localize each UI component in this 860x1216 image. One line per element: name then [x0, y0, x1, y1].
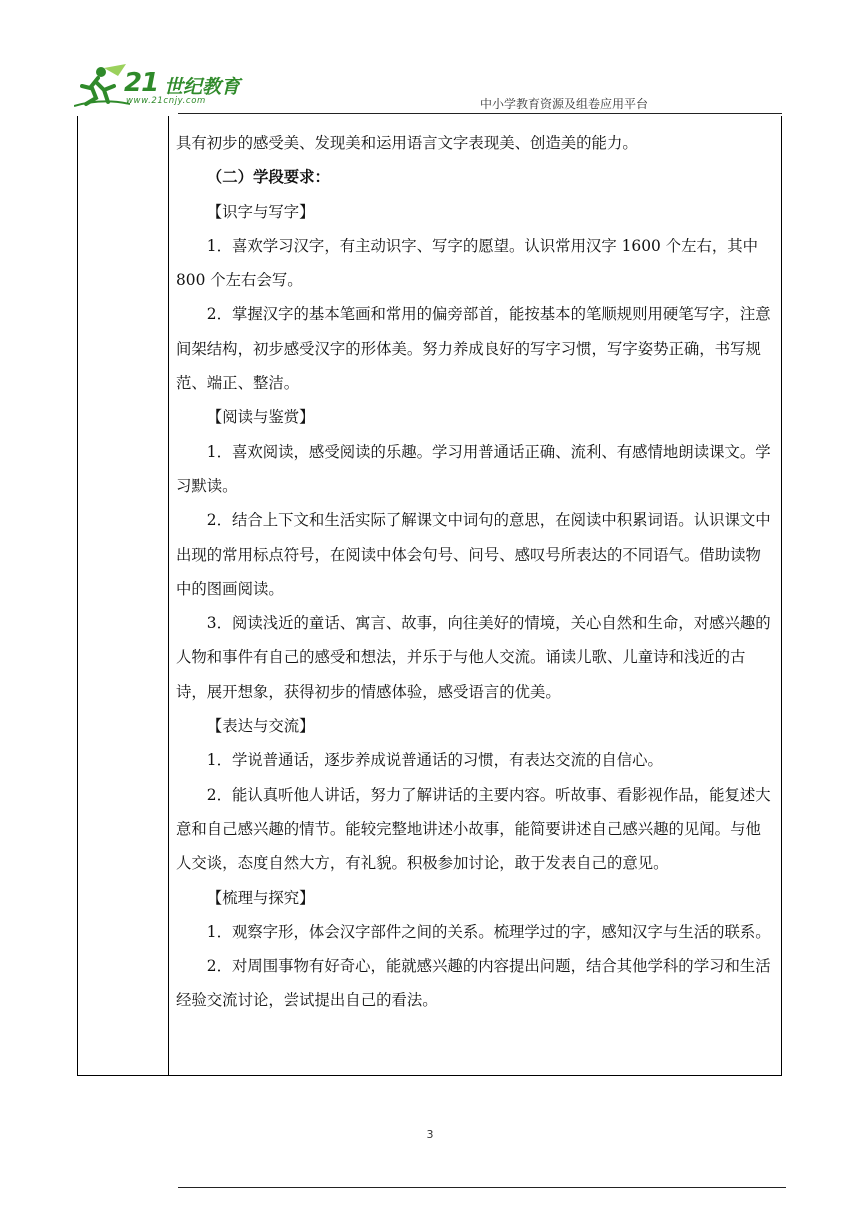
subsection-heading: 【阅读与鉴赏】: [206, 408, 315, 427]
platform-name: 中小学教育资源及组卷应用平台: [480, 97, 649, 111]
paragraph: 1．喜欢阅读，感受阅读的乐趣。学习用普通话正确、流利、有感情地朗读课文。学习默读。: [176, 442, 771, 495]
subsection-heading: 【识字与写字】: [206, 202, 315, 221]
paragraph: 3．阅读浅近的童话、寓言、故事，向往美好的情境，关心自然和生命，对感兴趣的人物和事件有自己的感受和想法，并乐于与他人交流。诵读儿歌、儿童诗和浅近的古诗，展开想象，获得初步的情感体验，感受语言的优美。: [176, 614, 771, 701]
logo: [74, 62, 244, 108]
table-column-divider: [168, 116, 169, 1075]
logo-url: www.21cnjy.com: [126, 96, 206, 106]
paragraph: 1．喜欢学习汉字，有主动识字、写字的愿望。认识常用汉字 1600 个左右，其中 800 个左右会写。: [176, 236, 759, 290]
subsection-heading: 【表达与交流】: [206, 717, 315, 736]
paragraph: 2．能认真听他人讲话，努力了解讲话的主要内容。听故事、看影视作品，能复述大意和自己感兴趣的情节。能较完整地讲述小故事，能简要讲述自己感兴趣的见闻。与他人交谈，态度自然大方，有礼貌。积极参加讨论，敢于发表自己的意见。: [176, 785, 771, 873]
paragraph: 1．观察字形，体会汉字部件之间的关系。梳理学过的字，感知汉字与生活的联系。: [206, 922, 771, 941]
paragraph: 具有初步的感受美、发现美和运用语言文字表现美、创造美的能力。: [176, 134, 638, 152]
logo-number: 21: [124, 68, 159, 98]
subsection-heading: 【梳理与探究】: [206, 888, 315, 907]
paragraph: 2．掌握汉字的基本笔画和常用的偏旁部首，能按基本的笔顺规则用硬笔写字，注意间架结构，初步感受汉字的形体美。努力养成良好的写字习惯，写字姿势正确，书写规范、端正、整洁。: [176, 305, 771, 393]
paragraph: 1．学说普通话，逐步养成说普通话的习惯，有表达交流的自信心。: [206, 751, 663, 770]
section-heading: （二）学段要求：: [206, 168, 330, 187]
header-rule: [178, 113, 782, 114]
page-number: 3: [426, 1128, 434, 1141]
paragraph: 2．对周围事物有好奇心，能就感兴趣的内容提出问题，结合其他学科的学习和生活经验交流讨论，尝试提出自己的看法。: [176, 957, 771, 1010]
footer-rule: [178, 1187, 786, 1188]
logo-brand: 世纪教育: [164, 76, 241, 98]
paragraph: 2．结合上下文和生活实际了解课文中词句的意思，在阅读中积累词语。认识课文中出现的常用标点符号，在阅读中体会句号、问号、感叹号所表达的不同语气。借助读物中的图画阅读。: [176, 511, 771, 598]
runner-logo-icon: [74, 62, 130, 108]
table-content-cell: [176, 126, 776, 1018]
